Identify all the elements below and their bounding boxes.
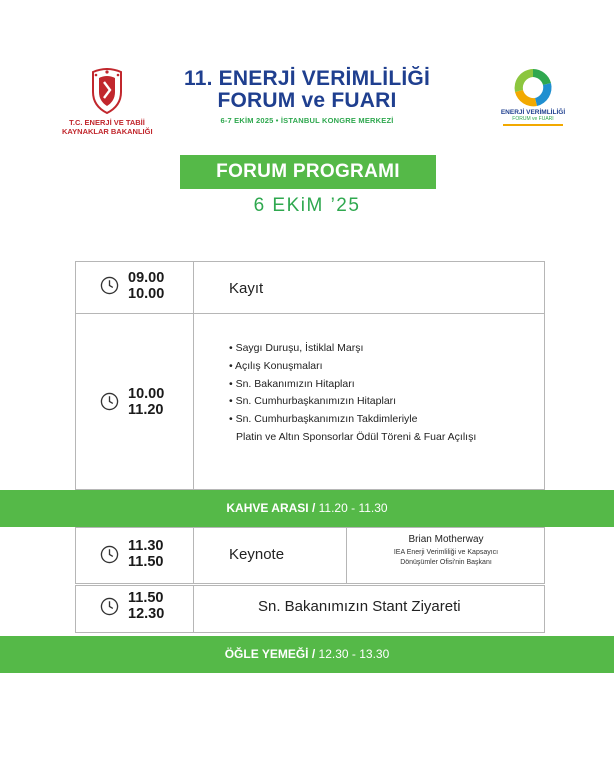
session-3-end: 11.50 [128, 554, 164, 570]
clock-icon [100, 545, 119, 564]
expo-logo-line1: ENERJİ VERİMLİLİĞİ [500, 109, 566, 116]
clock-icon [100, 597, 119, 616]
event-title-line1: 11. ENERJİ VERİMLİLİĞİ [184, 67, 430, 90]
expo-logo [493, 66, 573, 126]
session-3-start: 11.30 [128, 538, 164, 554]
agenda-item: Platin ve Altın Sponsorlar Ödül Töreni & Fuar Açılışı [236, 430, 477, 443]
expo-logo-bar [503, 124, 563, 126]
session-1-start: 09.00 [128, 270, 165, 286]
session-2-end: 11.20 [128, 402, 164, 418]
event-title-line2: FORUM ve FUARI [217, 89, 397, 112]
session-4-time [128, 590, 164, 622]
ministry-name-line1: T.C. ENERJİ VE TABİİ [69, 118, 145, 127]
expo-logo-line2: FORUM ve FUARI [512, 116, 554, 122]
row-divider [75, 313, 545, 314]
session-4-start: 11.50 [128, 590, 164, 606]
session-2-start: 10.00 [128, 386, 165, 402]
clock-icon [100, 276, 119, 295]
agenda-item: • Sn. Bakanımızın Hitapları [229, 377, 355, 390]
coffee-break-time: 11.20 - 11.30 [318, 501, 388, 515]
speaker-role-line2: Dönüşümler Ofisi'nin Başkanı [400, 559, 492, 566]
agenda-item: • Açılış Konuşmaları [229, 359, 323, 372]
session-1-label: Kayıt [229, 280, 264, 297]
session-3-label: Keynote [229, 546, 285, 563]
agenda-item: • Sn. Cumhurbaşkanımızın Hitapları [229, 395, 397, 408]
session-4-label: Sn. Bakanımızın Stant Ziyareti [258, 598, 461, 615]
speaker-info [348, 534, 544, 568]
session-2-agenda [229, 340, 539, 447]
session-3-time [128, 538, 164, 570]
session-1-end: 10.00 [128, 286, 165, 302]
session-1-time [128, 270, 164, 302]
column-divider [193, 261, 194, 490]
session-4-end: 12.30 [128, 606, 165, 622]
leaf-circle-icon [510, 66, 556, 108]
lunch-break-time: 12.30 - 13.30 [318, 647, 390, 661]
ministry-emblem-icon [87, 68, 127, 114]
event-title [165, 68, 449, 125]
agenda-item: • Saygı Duruşu, İstiklal Marşı [229, 342, 364, 354]
coffee-break-title: KAHVE ARASI / [226, 501, 316, 515]
ministry-logo [62, 68, 152, 136]
agenda-item: • Sn. Cumhurbaşkanımızın Takdimleriyle [229, 413, 418, 426]
column-divider [193, 527, 194, 584]
ministry-name-line2: KAYNAKLAR BAKANLIĞI [62, 127, 153, 136]
program-date: 6 EKiM ’25 [253, 195, 361, 216]
coffee-break-band [0, 490, 614, 527]
lunch-break-title: ÖĞLE YEMEĞİ / [224, 647, 316, 661]
program-title: FORUM PROGRAMI [180, 155, 436, 189]
session-2-time [128, 386, 164, 418]
column-divider [193, 585, 194, 633]
speaker-name: Brian Motherway [408, 534, 484, 545]
speaker-role-line1: IEA Enerji Verimliliği ve Kapsayıcı [393, 549, 499, 556]
event-subtitle: 6-7 EKİM 2025 • İSTANBUL KONGRE MERKEZİ [220, 116, 394, 125]
lunch-break-band [0, 636, 614, 673]
clock-icon [100, 392, 119, 411]
